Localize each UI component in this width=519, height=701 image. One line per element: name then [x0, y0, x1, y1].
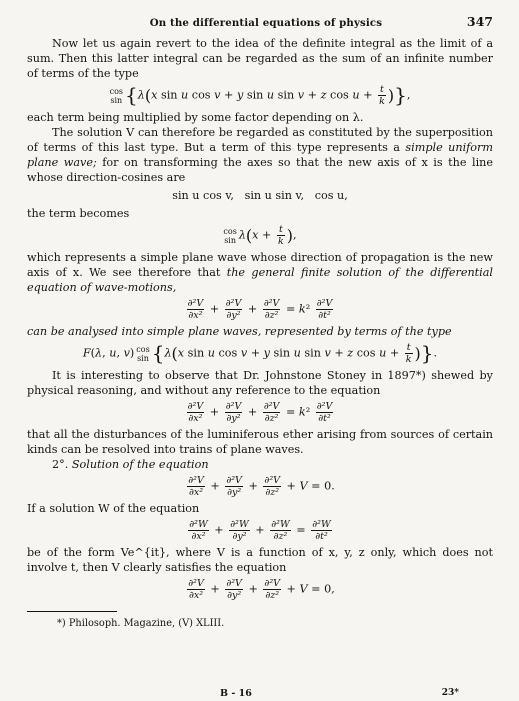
paragraph-6-emphasis: can be analysed into simple plane waves, represented by terms of the type [27, 325, 452, 338]
equation-wave-motion: $\frac{\text{∂²V}}{\text{∂x²}}$ + $\frac{\text{∂²V}}{\text{∂y²}}$ + $\frac{\text{∂²V}}{\text{∂z²}}$ = k² $\frac{\text{∂²V}}{\text{∂t²}}$ [187, 298, 333, 321]
paragraph-5 [27, 250, 493, 295]
paragraph-3-start: The solution V can therefore be regarded as constituted by the superposition of terms of this last type. But a term of this type represents a [27, 126, 493, 154]
section-number: 2°. [52, 458, 69, 471]
footnote: *) Philosoph. Magazine, (V) XLIII. [57, 618, 225, 629]
paragraph-6 [27, 324, 493, 339]
paragraph-5-emphasis: the general finite solution of the differential equation of wave-motions, [27, 266, 494, 294]
page-header [27, 14, 493, 36]
paragraph-8: that all the disturbances of the luminiferous ether arising from sources of certain kinds can be resolved into trains of plane waves. [27, 428, 493, 456]
equation-general-term: F(λ, u, v) cos sin {λ(x sin u cos v + y sin u sin v + z cos u + $\frac{t}{k}$ )}. [82, 341, 438, 365]
equation-term-type: cos sin {λ(x sin u cos v + y sin u sin v + z cos u + $\frac{t}{k}$ )}, [109, 83, 411, 107]
section-title: Solution of the equation [71, 458, 209, 471]
running-title: On the differential equations of physics [149, 17, 383, 29]
equation-helmholtz-2: $\frac{\text{∂²V}}{\text{∂x²}}$ + $\frac{\text{∂²V}}{\text{∂y²}}$ + $\frac{\text{∂²V}}{\text{∂z²}}$ + V = 0, [188, 578, 335, 601]
paragraph-10: If a solution W of the equation [27, 502, 200, 515]
paragraph-9 [27, 457, 493, 472]
equation-helmholtz: $\frac{\text{∂²V}}{\text{∂x²}}$ + $\frac{\text{∂²V}}{\text{∂y²}}$ + $\frac{\text{∂²V}}{\text{∂z²}}$ + V = 0. [188, 475, 335, 498]
paragraph-11: be of the form Ve^{it}, where V is a function of x, y, z only, which does not involve t, then V clearly satisfies the equation [27, 546, 493, 574]
page-number: 347 [466, 14, 493, 29]
direction-cosines: sin u cos v, sin u sin v, cos u, [172, 189, 348, 202]
paragraph-2: each term being multiplied by some factor depending on λ. [27, 111, 364, 124]
paragraph-3-end: for on transforming the axes so that the new axis of x is the line whose direction-cosines are [27, 156, 493, 184]
paragraph-4: the term becomes [27, 207, 130, 220]
footnote-rule [27, 611, 117, 612]
signature-mark: 23* [441, 688, 459, 698]
equation-w: $\frac{\text{∂²W}}{\text{∂x²}}$ + $\frac{\text{∂²W}}{\text{∂y²}}$ + $\frac{\text{∂²W}}{\text{∂z²}}$ = $\frac{\text{∂²W}}{\text{∂t²}}$ [189, 519, 331, 542]
paragraph-3-emphasis: simple uniform plane wave; [27, 141, 493, 169]
paragraph-1: Now let us again revert to the idea of the definite integral as the limit of a sum. Then this latter integral can be regarded as the sum of an infinite number of terms of the type [27, 37, 493, 80]
paragraph-5-start: which represents a simple plane wave whose direction of propagation is the new axis of x. We see therefore that [27, 251, 493, 279]
equation-plane-wave: cos sin λ(x + $\frac{t}{k}$ ), [223, 224, 297, 247]
footer-code: B - 16 [220, 688, 252, 699]
paragraph-7: It is interesting to observe that Dr. Johnstone Stoney in 1897*) shewed by physical reasoning, and without any reference to the equation [27, 369, 493, 397]
paragraph-3 [27, 125, 493, 185]
equation-wave-motion-2: $\frac{\text{∂²V}}{\text{∂x²}}$ + $\frac{\text{∂²V}}{\text{∂y²}}$ + $\frac{\text{∂²V}}{\text{∂z²}}$ = k² $\frac{\text{∂²V}}{\text{∂t²}}$ [187, 401, 333, 424]
